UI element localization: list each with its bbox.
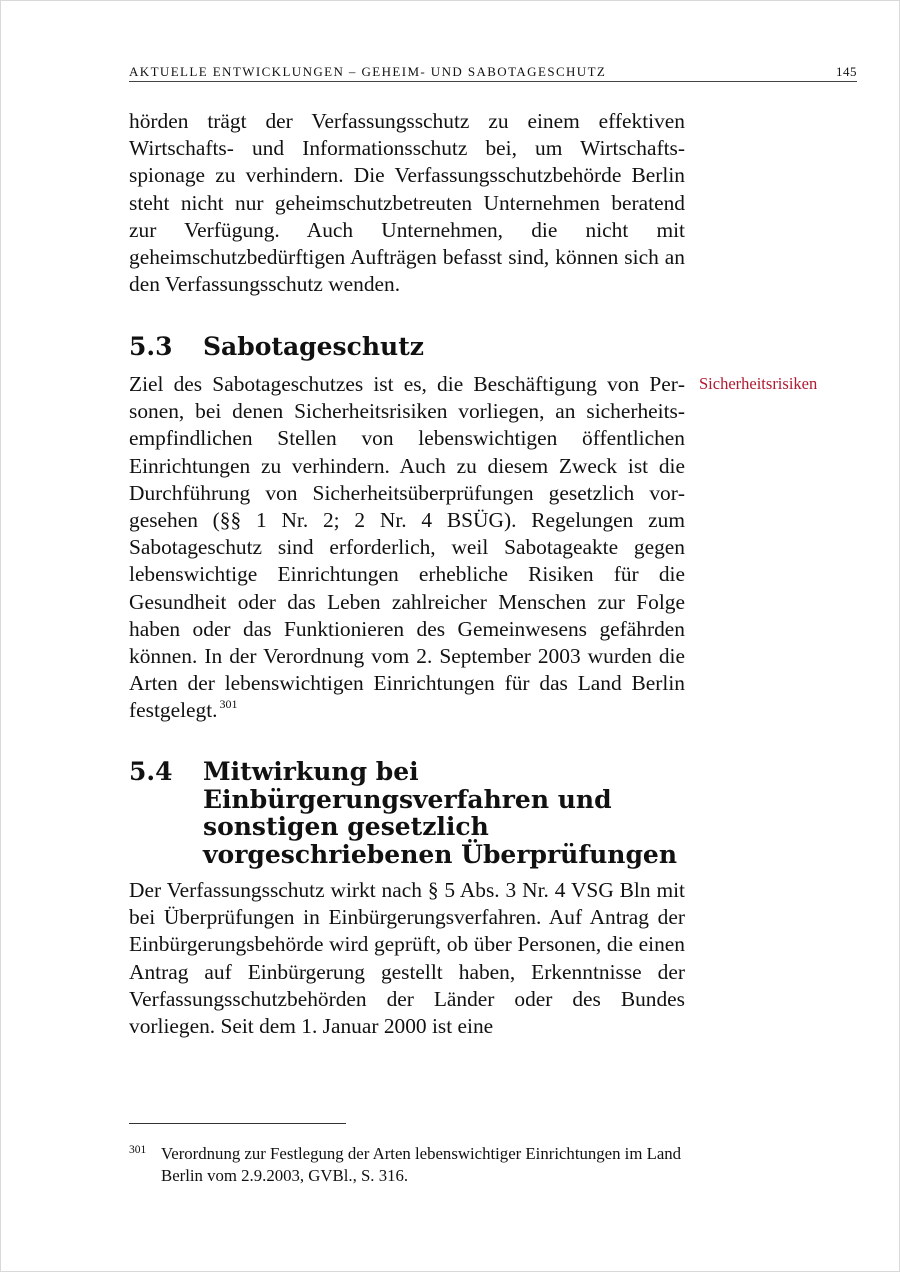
section-title: Sabotageschutz xyxy=(203,332,424,361)
margin-note: Sicherheitsrisiken xyxy=(699,374,818,393)
section-title: Mitwirkung bei Einbürgerungsverfahren und sonstigen gesetzlich vorgeschriebenen Überprüfungen xyxy=(203,757,678,869)
section-heading-5-3 xyxy=(129,333,729,363)
body-paragraph-naturalization: Der Verfassungsschutz wirkt nach § 5 Abs. 3 Nr. 4 VSG Bln mit bei Überprüfungen in Einbürgerungsverfahren. Auf Antrag der Einbürgerungsbehörde wird geprüft, ob über Personen, die einen Antrag auf Einbürgerung gestellt haben, Erkenntnisse der Verfassungsschutzbehörden der Länder oder des Bundes vorliegen. Seit dem 1. Januar 2000 ist eine xyxy=(129,878,685,1039)
page-number: 145 xyxy=(836,64,857,79)
paragraph-text: Ziel des Sabotageschutzes ist es, die Beschäftigung von Personen, bei denen Sicherheitsrisiken vorliegen, an sicherheitsempfindlichen Stellen von lebenswichtigen öffentlichen Einrichtungen zu verhindern. Auch zu diesem Zweck ist die Durchführung von Sicherheitsüberprüfungen gesetzlich vorgesehen (§§ 1 Nr. 2; 2 Nr. 4 BSÜG). Regelungen zum Sabotageschutz sind erforderlich, weil Sabotageakte gegen lebenswichtige Einrichtungen erhebliche Risiken für die Gesundheit oder das Leben zahlreicher Menschen zur Folge haben oder das Funktionieren des Gemeinwesens gefährden können. In der Verordnung vom 2. September 2003 wurden die Arten der lebenswichtigen Einrichtungen für das Land Berlin festgelegt. xyxy=(129,372,685,723)
footnote-divider xyxy=(129,1123,346,1124)
footnote-text: Verordnung zur Festlegung der Arten lebenswichtiger Einrichtungen im Land Berlin vom 2.9.2003, GVBl., S. 316. xyxy=(161,1144,682,1185)
section-heading-5-4 xyxy=(129,758,729,870)
footnote-number: 301 xyxy=(129,1144,147,1156)
running-header xyxy=(129,63,857,82)
section-number: 5.3 xyxy=(129,332,173,361)
body-paragraph-sabotage xyxy=(129,371,685,725)
footnote-reference[interactable]: 301 xyxy=(219,697,238,712)
body-paragraph-continued: hörden trägt der Verfassungsschutz zu einem effektiven Wirtschafts- und Informationsschutz bei, um Wirtschaftsspionage zu verhindern. Die Verfassungsschutzbehörde Berlin steht nicht nur geheimschutzbetreuten Unternehmen beratend zur Verfügung. Auch Unternehmen, die nicht mit geheimschutzbedürftigen Aufträgen befasst sind, können sich an den Verfassungsschutz wenden. xyxy=(129,109,685,297)
running-header-title: AKTUELLE ENTWICKLUNGEN – GEHEIM- UND SABOTAGESCHUTZ xyxy=(129,64,607,79)
section-number: 5.4 xyxy=(129,757,173,786)
